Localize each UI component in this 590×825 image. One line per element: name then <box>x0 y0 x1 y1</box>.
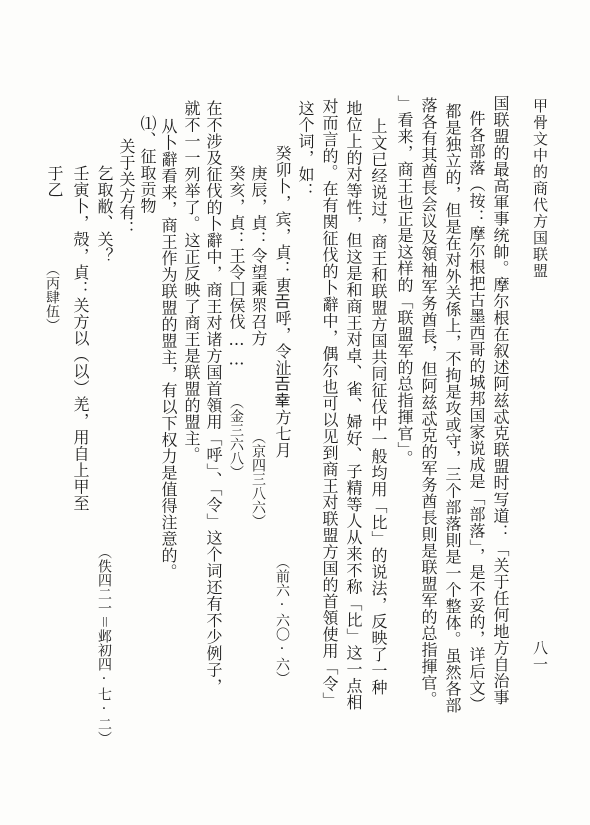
inscription-citation: （丙肆伍） <box>44 262 60 332</box>
inscription-citation: （京四三八六） <box>250 430 266 528</box>
inscription-citation: （佚四二一＝邺初四·七·二） <box>96 545 112 745</box>
page-number: 八一 <box>531 640 549 673</box>
text-column: 在不涉及征伐的卜辭中，商王对诸方国首領用「呼」、「令」这个词还有不少例子， <box>204 100 223 695</box>
oracle-inscription: 癸卯卜，宾，貞：叀𢀛呼，令沚𢀛𦍒方七月 <box>273 145 292 459</box>
oracle-inscription: 于乙 <box>45 165 64 198</box>
running-header-title: 甲骨文中的商代方国联盟 <box>531 98 549 280</box>
text-column: 这个词，如： <box>296 100 315 199</box>
oracle-inscription: 乞取敝、关？ <box>95 165 114 264</box>
text-column: 件各部落（按：摩尔根把古墨西哥的城邦国家说成是「部落」，是不妥的，详后文） <box>467 110 486 713</box>
text-column: 上文已经说过，商王和联盟方国共同征伐中一般均用「比」的说法，反映了一种 <box>369 118 388 696</box>
oracle-inscription: 壬寅卜，殻，貞：关方以（以）羌，用自上甲至 <box>71 165 90 512</box>
section-heading: ⑴、征取贡物 <box>138 115 157 214</box>
text-column: 就不一一列举了。这正反映了商王是联盟的盟主。 <box>182 100 201 463</box>
inscription-citation: （前六·六〇·六） <box>274 555 290 685</box>
inscription-citation: （金三六八） <box>228 395 244 479</box>
text-column: 地位上的对等性，但这是和商王对卓、雀、婦好、子精等人从来不称「比」这一点相 <box>344 100 363 711</box>
text-column: 关于关方有： <box>117 138 136 237</box>
oracle-inscription: 癸亥，貞：王令囗侯伐…… <box>227 165 246 369</box>
text-column: 国联盟的最高軍事统帥。摩尔根在叙述阿兹忒克联盟时写道：「关于任何地方自治事 <box>491 95 510 706</box>
oracle-inscription: 庚辰，貞：令望乘眔召方 <box>249 165 268 347</box>
text-column: 对而言的。在有関征伐的卜辭中，偶尔也可以见到商王对联盟方国的首領使用「令」 <box>320 98 339 709</box>
text-column: 都是独立的，但是在对外关係上，不拘是攻或守，三个部落則是一个整体。虽然各部 <box>443 103 462 714</box>
text-column: 」看来，商王也正是这样的「联盟军的总指揮官」。 <box>395 95 414 467</box>
text-column: 落各有其酋長会议及領袖军务酋長，但阿兹忒克的军务酋長則是联盟军的总指揮官。 <box>419 97 438 708</box>
text-column: 从卜辭看来，商王作为联盟的盟主，有以下权力是值得注意的。 <box>159 118 178 580</box>
